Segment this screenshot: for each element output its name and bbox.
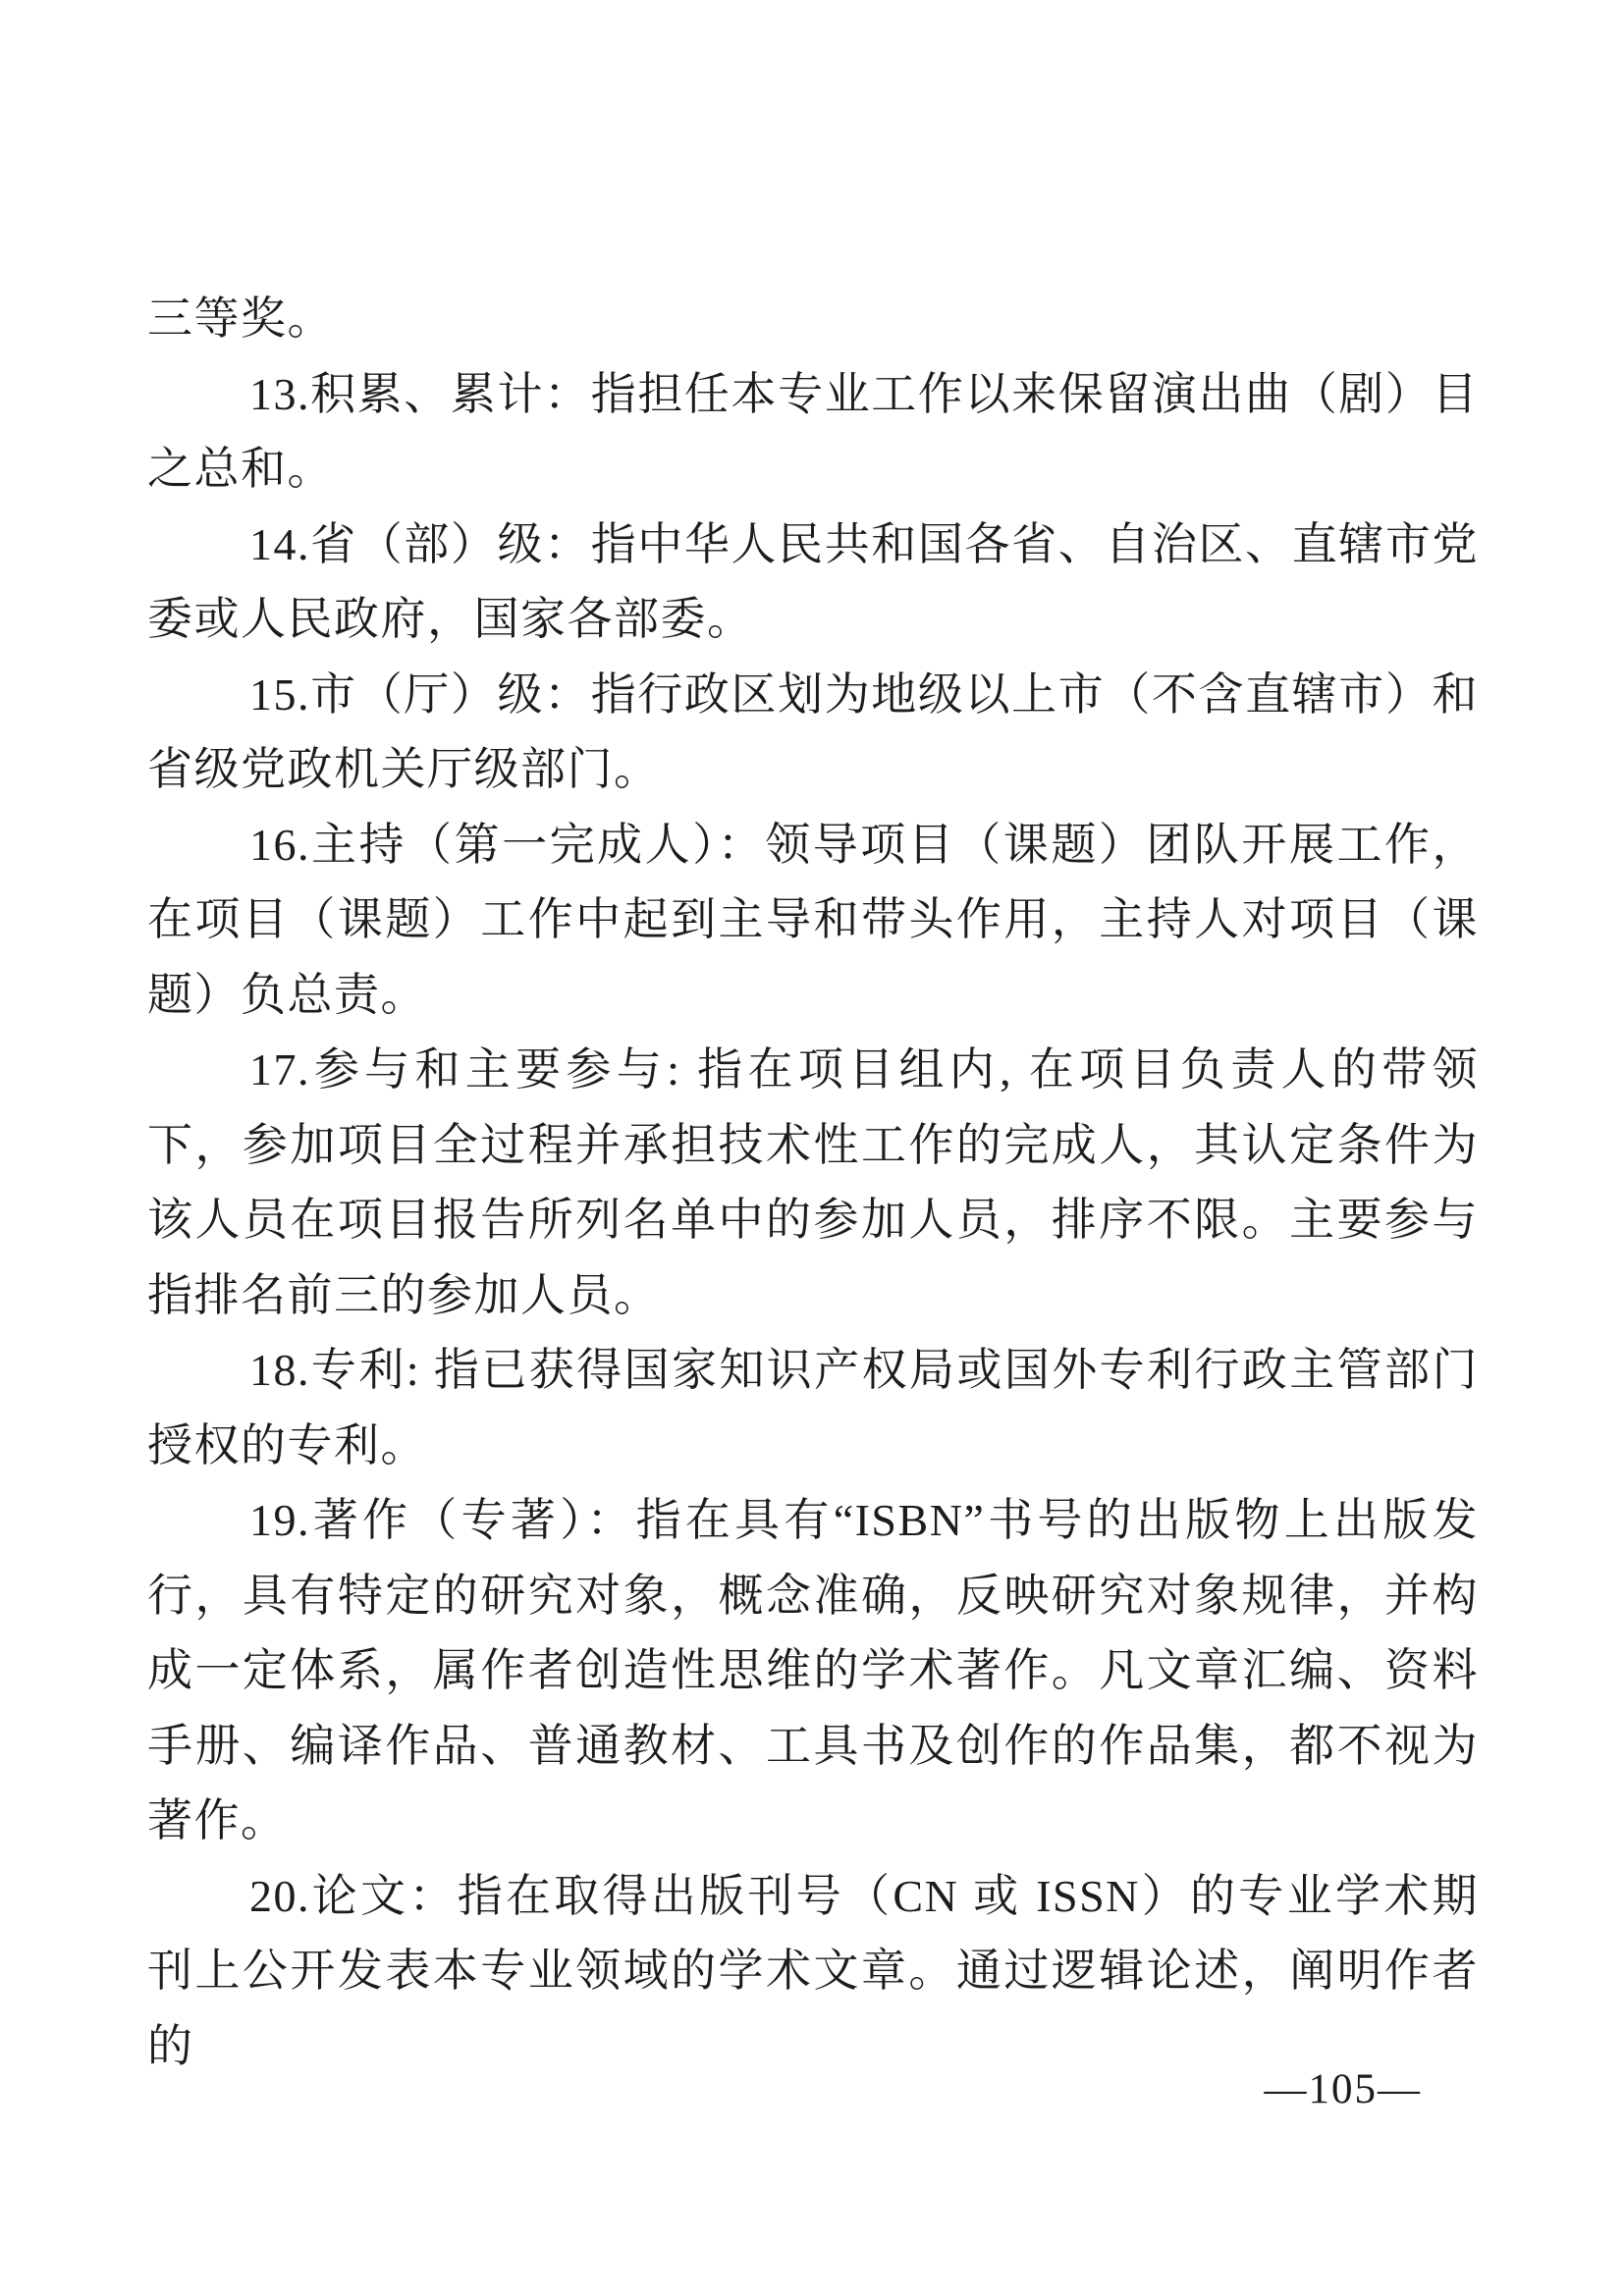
definition-item-14: 14.省（部）级：指中华人民共和国各省、自治区、直辖市党委或人民政府，国家各部委。 <box>147 518 1479 644</box>
definition-item-18: 18.专利: 指已获得国家知识产权局或国外专利行政主管部门授权的专利。 <box>147 1345 1479 1470</box>
page-number: —105— <box>1264 2066 1422 2112</box>
definition-item-17: 17.参与和主要参与: 指在项目组内, 在项目负责人的带领下，参加项目全过程并承担技术性工作的完成人，其认定条件为该人员在项目报告所列名单中的参加人员，排序不限。主要参与指排名前三的参加人员。 <box>147 1044 1479 1320</box>
definition-item-16: 16.主持（第一完成人）：领导项目（课题）团队开展工作，在项目（课题）工作中起到主导和带头作用，主持人对项目（课题）负总责。 <box>147 819 1479 1020</box>
definition-item-15: 15.市（厅）级：指行政区划为地级以上市（不含直辖市）和省级党政机关厅级部门。 <box>147 668 1479 794</box>
definition-item-13: 13.积累、累计：指担任本专业工作以来保留演出曲（剧）目之总和。 <box>147 368 1479 494</box>
document-body <box>147 282 1479 2084</box>
definition-item-19: 19.著作（专著）：指在具有“ISBN”书号的出版物上出版发行，具有特定的研究对象，概念准确，反映研究对象规律，并构成一定体系，属作者创造性思维的学术著作。凡文章汇编、资料手册、编译作品、普通教材、工具书及创作的作品集，都不视为著作。 <box>147 1495 1479 1845</box>
paragraph-continuation: 三等奖。 <box>147 294 334 344</box>
definition-item-20: 20.论文：指在取得出版刊号（CN 或 ISSN）的专业学术期刊上公开发表本专业领域的学术文章。通过逻辑论述，阐明作者的 <box>147 1870 1479 2071</box>
